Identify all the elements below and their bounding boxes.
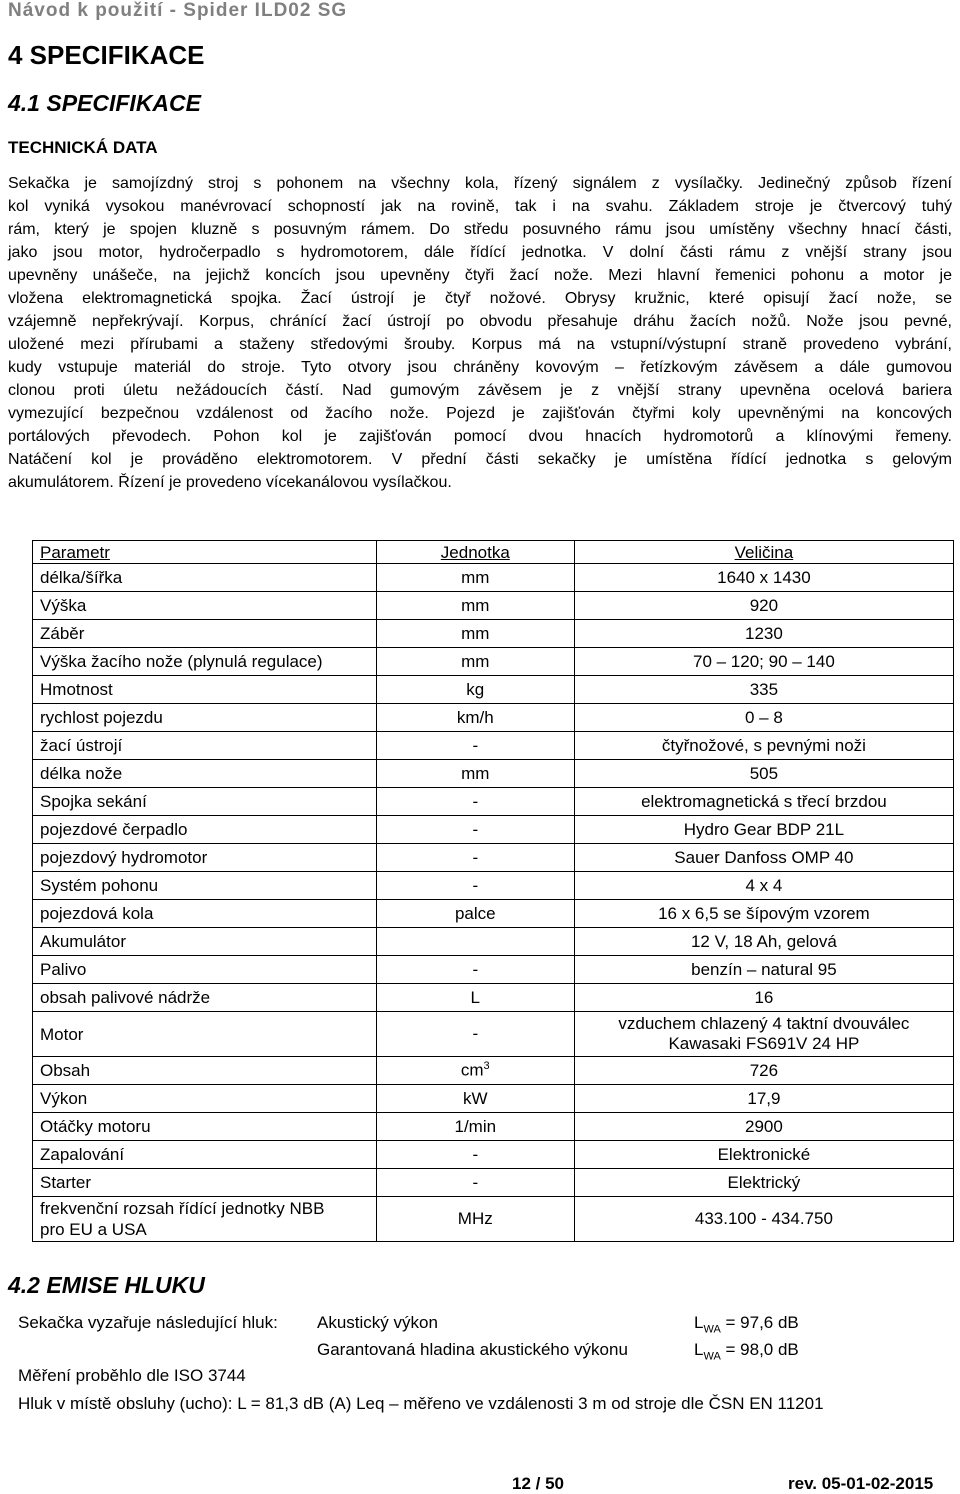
freq-line1: frekvenční rozsah řídící jednotky NBB bbox=[40, 1199, 325, 1218]
noise-operator-level: Hluk v místě obsluhy (ucho): L = 81,3 dB (A) Leq – měřeno ve vzdálenosti 3 m od stroje dle ČSN EN 11201 bbox=[18, 1394, 824, 1413]
table-row bbox=[33, 1057, 954, 1085]
table-cell: Výška žacího nože (plynulá regulace) bbox=[33, 648, 377, 676]
table-cell: 4 x 4 bbox=[574, 872, 953, 900]
table-cell: 17,9 bbox=[574, 1085, 953, 1113]
paragraph-line: clonou proti úletu nežádoucích částí. Nad gumovým závěsem je z vnější strany upevněna ocelová bariera bbox=[8, 382, 952, 399]
paragraph-line: vzájemně nepřekrývají. Korpus, chránící žací ústrojí po obvodu přesahuje dráhu žacích nožů. Nože jsou pevné, bbox=[8, 313, 952, 330]
table-cell: 920 bbox=[574, 592, 953, 620]
noise-value-text: = 98,0 dB bbox=[720, 1340, 799, 1359]
table-row bbox=[33, 1113, 954, 1141]
header-jednotka: Jednotka bbox=[376, 541, 574, 564]
table-row bbox=[33, 1012, 954, 1057]
chapter-title: 4 SPECIFIKACE bbox=[8, 40, 205, 70]
table-cell: Výška bbox=[33, 592, 377, 620]
paragraph-line: Natáčení kol je prováděno elektromotorem. V přední části sekačky je umístěna řídící jednotka s gelovým bbox=[8, 451, 952, 468]
paragraph-line: kudy vstupuje materiál do stroje. Tyto otvory jsou chráněny kovovým – řetízkovým závěsem a dále gumovou bbox=[8, 359, 952, 376]
table-cell: délka/šířka bbox=[33, 564, 377, 592]
paragraph-line: vymezující bezpečnou vzdálenost od žacího nože. Pojezd je zajišťován čtyřmi koly upevněnými na koncových bbox=[8, 405, 952, 422]
table-cell: - bbox=[376, 732, 574, 760]
table-cell: Hmotnost bbox=[33, 676, 377, 704]
noise-value-text: = 97,6 dB bbox=[720, 1313, 799, 1332]
table-cell: Spojka sekání bbox=[33, 788, 377, 816]
table-row bbox=[33, 984, 954, 1012]
table-cell: 335 bbox=[574, 676, 953, 704]
table-cell: 0 – 8 bbox=[574, 704, 953, 732]
motor-line2: Kawasaki FS691V 24 HP bbox=[668, 1034, 860, 1053]
table-cell: mm bbox=[376, 760, 574, 788]
table-cell: L bbox=[376, 984, 574, 1012]
table-cell: - bbox=[376, 788, 574, 816]
l-subscript: WA bbox=[703, 1350, 721, 1363]
table-cell: pojezdový hydromotor bbox=[33, 844, 377, 872]
table-cell: Motor bbox=[33, 1012, 377, 1057]
table-cell: 433.100 - 434.750 bbox=[574, 1197, 953, 1242]
table-cell: - bbox=[376, 1169, 574, 1197]
table-cell: Hydro Gear BDP 21L bbox=[574, 816, 953, 844]
table-cell: - bbox=[376, 956, 574, 984]
table-cell: 1/min bbox=[376, 1113, 574, 1141]
table-row bbox=[33, 732, 954, 760]
table-cell: mm bbox=[376, 620, 574, 648]
noise-section-title: 4.2 EMISE HLUKU bbox=[8, 1272, 205, 1298]
table-cell: Starter bbox=[33, 1169, 377, 1197]
paragraph-line: kol vyniká vysokou manévrovací schopností jak na rovině, tak i na svahu. Základem stroje je čtvercový tuhý bbox=[8, 198, 952, 215]
table-row bbox=[33, 704, 954, 732]
table-row bbox=[33, 816, 954, 844]
header-velicina: Veličina bbox=[574, 541, 953, 564]
spec-table bbox=[32, 540, 954, 1242]
table-row bbox=[33, 1141, 954, 1169]
description-paragraph bbox=[8, 172, 952, 494]
table-cell: čtyřnožové, s pevnými noži bbox=[574, 732, 953, 760]
paragraph-line: Sekačka je samojízdný stroj s pohonem na všechny kola, řízený signálem z vysílačky. Jedinečný způsob řízení bbox=[8, 175, 952, 192]
paragraph-line: upevněny unášeče, na jejichž koncích jsou upevněny čtyři žací nože. Mezi hlavní řemenici pohonu a motor je bbox=[8, 267, 952, 284]
table-cell: 2900 bbox=[574, 1113, 953, 1141]
table-row bbox=[33, 900, 954, 928]
table-cell: Záběr bbox=[33, 620, 377, 648]
table-row bbox=[33, 928, 954, 956]
table-cell: mm bbox=[376, 592, 574, 620]
table-cell: žací ústrojí bbox=[33, 732, 377, 760]
table-row bbox=[33, 872, 954, 900]
spec-table-body-engine bbox=[33, 1012, 954, 1085]
table-cell: Výkon bbox=[33, 1085, 377, 1113]
table-cell: palce bbox=[376, 900, 574, 928]
spec-table-body-freq bbox=[33, 1197, 954, 1242]
revision: rev. 05-01-02-2015 bbox=[788, 1474, 934, 1493]
table-cell: Elektronické bbox=[574, 1141, 953, 1169]
table-cell: Sauer Danfoss OMP 40 bbox=[574, 844, 953, 872]
table-row bbox=[33, 1085, 954, 1113]
table-cell: Elektrický bbox=[574, 1169, 953, 1197]
table-cell: Otáčky motoru bbox=[33, 1113, 377, 1141]
table-row bbox=[33, 844, 954, 872]
table-cell: 12 V, 18 Ah, gelová bbox=[574, 928, 953, 956]
table-cell: Palivo bbox=[33, 956, 377, 984]
table-cell bbox=[574, 1012, 953, 1057]
table-cell: 726 bbox=[574, 1057, 953, 1085]
table-cell: 16 x 6,5 se šípovým vzorem bbox=[574, 900, 953, 928]
table-cell bbox=[376, 1057, 574, 1085]
table-cell: délka nože bbox=[33, 760, 377, 788]
paragraph-line: rám, který je spojen kluzně s posuvným rámem. Do středu posuvného rámu jsou umístěny všechny hnací části, bbox=[8, 221, 952, 238]
l-symbol: L bbox=[694, 1340, 704, 1359]
table-cell: - bbox=[376, 1141, 574, 1169]
spec-table-body bbox=[33, 564, 954, 1012]
table-row bbox=[33, 1197, 954, 1242]
table-cell: - bbox=[376, 816, 574, 844]
noise-measurement-note: Měření proběhlo dle ISO 3744 bbox=[18, 1366, 246, 1385]
noise-item-acoustic-power: Akustický výkon bbox=[317, 1313, 438, 1332]
motor-line1: vzduchem chlazený 4 taktní dvouválec bbox=[618, 1014, 910, 1033]
table-cell: MHz bbox=[376, 1197, 574, 1242]
table-cell: mm bbox=[376, 564, 574, 592]
table-cell: kg bbox=[376, 676, 574, 704]
header-parametr: Parametr bbox=[33, 541, 377, 564]
table-row bbox=[33, 956, 954, 984]
table-cell bbox=[376, 928, 574, 956]
noise-value-2 bbox=[694, 1340, 799, 1362]
table-cell: benzín – natural 95 bbox=[574, 956, 953, 984]
table-cell: 1230 bbox=[574, 620, 953, 648]
paragraph-line: jako jsou motor, hydročerpadlo s hydromotorem, dále řídící jednotka. V dolní části rámu z vnější strany jsou bbox=[8, 244, 952, 261]
paragraph-line: uložené mezi přírubami a staženy středovými šrouby. Korpus má na vstupní/výstupní straně provedeno vybrání, bbox=[8, 336, 952, 353]
unit-superscript: 3 bbox=[483, 1060, 490, 1073]
table-row bbox=[33, 564, 954, 592]
l-symbol: L bbox=[694, 1313, 704, 1332]
noise-intro: Sekačka vyzařuje následující hluk: bbox=[18, 1313, 278, 1332]
table-cell: Zapalování bbox=[33, 1141, 377, 1169]
table-row bbox=[33, 676, 954, 704]
table-row bbox=[33, 620, 954, 648]
table-cell: 1640 x 1430 bbox=[574, 564, 953, 592]
table-cell: pojezdová kola bbox=[33, 900, 377, 928]
noise-item-guaranteed: Garantovaná hladina akustického výkonu bbox=[317, 1340, 628, 1359]
table-row bbox=[33, 592, 954, 620]
table-cell: elektromagnetická s třecí brzdou bbox=[574, 788, 953, 816]
paragraph-line: akumulátorem. Řízení je provedeno vícekanálovou vysílačkou. bbox=[8, 474, 452, 491]
table-row bbox=[33, 760, 954, 788]
table-cell: 16 bbox=[574, 984, 953, 1012]
table-cell bbox=[33, 1197, 377, 1242]
table-row bbox=[33, 1169, 954, 1197]
paragraph-line: portálových převodech. Pohon kol je zajišťován pomocí dvou hnacích hydromotorů a klínovými řemeny. bbox=[8, 428, 952, 445]
table-header-row bbox=[33, 541, 954, 564]
freq-line2: pro EU a USA bbox=[40, 1220, 147, 1239]
table-cell: - bbox=[376, 1012, 574, 1057]
table-cell: - bbox=[376, 844, 574, 872]
page-number: 12 / 50 bbox=[512, 1474, 564, 1493]
document-header: Návod k použití - Spider ILD02 SG bbox=[8, 0, 348, 21]
table-cell: 505 bbox=[574, 760, 953, 788]
spec-table-body-2 bbox=[33, 1085, 954, 1197]
l-subscript: WA bbox=[703, 1323, 721, 1336]
table-cell: - bbox=[376, 872, 574, 900]
table-cell: Systém pohonu bbox=[33, 872, 377, 900]
table-cell: kW bbox=[376, 1085, 574, 1113]
table-cell: mm bbox=[376, 648, 574, 676]
noise-value-1 bbox=[694, 1313, 799, 1335]
table-cell: Obsah bbox=[33, 1057, 377, 1085]
table-cell: pojezdové čerpadlo bbox=[33, 816, 377, 844]
paragraph-line: vložena elektromagnetická spojka. Žací ústrojí je čtyř nožové. Obrysy kružnic, které opisují žací nože, se bbox=[8, 290, 952, 307]
subsection-title: TECHNICKÁ DATA bbox=[8, 138, 158, 157]
table-row bbox=[33, 788, 954, 816]
table-row bbox=[33, 648, 954, 676]
section-title: 4.1 SPECIFIKACE bbox=[8, 90, 201, 116]
table-cell: 70 – 120; 90 – 140 bbox=[574, 648, 953, 676]
unit-cm: cm bbox=[460, 1060, 484, 1080]
table-cell: km/h bbox=[376, 704, 574, 732]
table-cell: Akumulátor bbox=[33, 928, 377, 956]
table-cell: rychlost pojezdu bbox=[33, 704, 377, 732]
table-cell: obsah palivové nádrže bbox=[33, 984, 377, 1012]
